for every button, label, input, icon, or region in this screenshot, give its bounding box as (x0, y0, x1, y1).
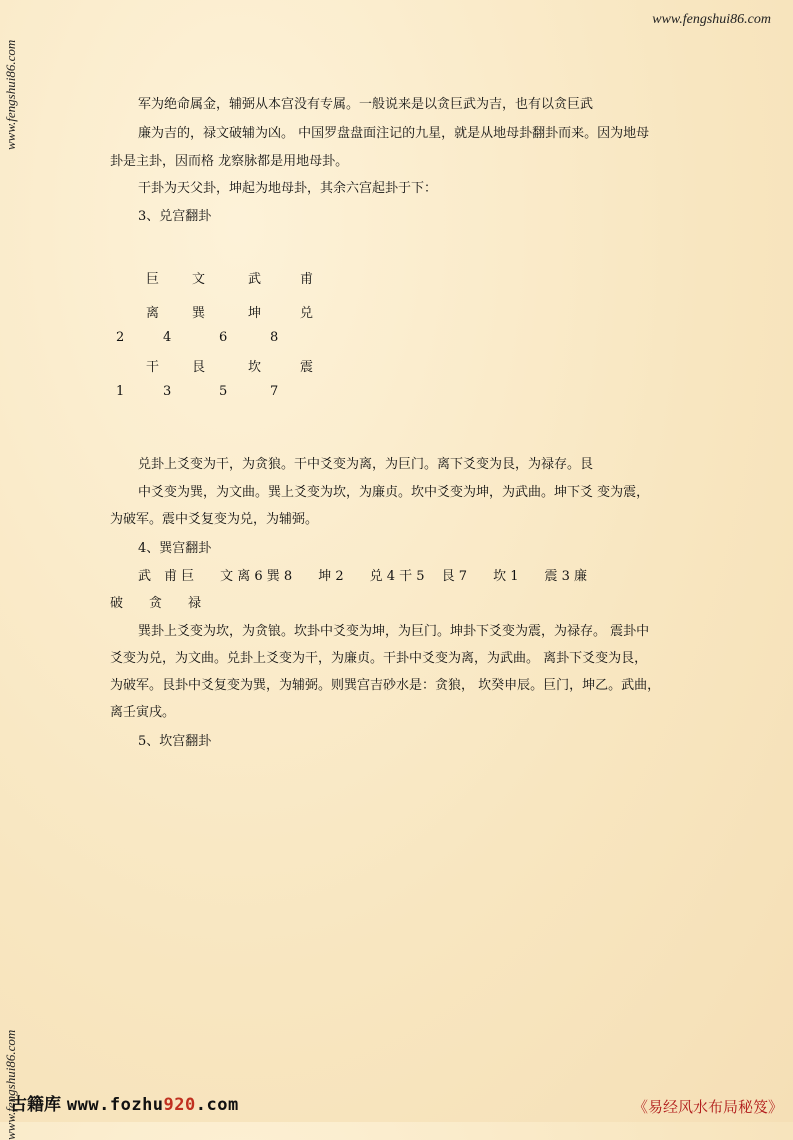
text-line: 破 贪 禄 (110, 596, 202, 611)
grid-cell: 2 (116, 330, 125, 345)
grid-cell: 坤 (248, 306, 262, 321)
footer-site-name: 古籍库 (10, 1095, 61, 1115)
text-line: 3、兑宫翻卦 (138, 209, 212, 224)
text-line: 卦是主卦，因而格 龙察脉都是用地母卦。 (110, 154, 349, 169)
text-line: 5、坎宫翻卦 (138, 734, 212, 749)
text-line: 武 甫 巨 文 离 6 巽 8 坤 2 兑 4 干 5 艮 7 坎 1 震 3 廉 (138, 569, 588, 584)
grid-cell: 5 (219, 384, 228, 399)
text-line: 为破军。震中爻复变为兑，为辅弼。 (110, 512, 319, 527)
grid-cell: 4 (163, 330, 172, 345)
text-line: 廉为吉的，禄文破辅为凶。 中国罗盘盘面注记的九星，就是从地母卦翻卦而来。因为地母 (138, 126, 650, 141)
side-watermark-bottom: www.fengshui86.com (3, 1029, 18, 1140)
text-line: 为破军。艮卦中爻复变为巽，为辅弼。则巽宫吉砂水是：贪狼， 坎癸申辰。巨门，坤乙。武曲， (110, 678, 661, 693)
grid-cell: 兑 (300, 306, 314, 321)
grid-cell: 巨 (146, 272, 160, 287)
grid-cell: 坎 (248, 360, 262, 375)
grid-cell: 武 (248, 272, 262, 287)
grid-cell: 1 (116, 384, 125, 399)
grid-cell: 7 (270, 384, 279, 399)
grid-cell: 8 (270, 330, 279, 345)
footer-url[interactable]: www.fozhu920.com (66, 1095, 239, 1115)
footer-site[interactable] (10, 1090, 239, 1115)
grid-cell: 干 (146, 360, 160, 375)
grid-cell: 3 (163, 384, 172, 399)
grid-cell: 艮 (192, 360, 206, 375)
footer-book-title: 《易经风水布局秘笈》 (632, 1098, 783, 1116)
text-line: 兑卦上爻变为干，为贪狼。干中爻变为离，为巨门。离下爻变为艮，为禄存。艮 (138, 457, 594, 472)
grid-cell: 离 (146, 306, 160, 321)
grid-cell: 甫 (300, 272, 314, 287)
grid-cell: 震 (300, 360, 314, 375)
text-line: 离壬寅戌。 (110, 705, 176, 720)
grid-cell: 巽 (192, 306, 206, 321)
text-line: 干卦为天父卦，坤起为地母卦，其余六宫起卦于下： (138, 181, 438, 196)
text-line: 4、巽宫翻卦 (138, 541, 212, 556)
top-watermark: www.fengshui86.com (652, 12, 771, 27)
side-watermark-top: www.fengshui86.com (3, 39, 18, 150)
text-line: 军为绝命属金，辅弼从本宫没有专属。一般说来是以贪巨武为吉，也有以贪巨武 (138, 97, 594, 112)
grid-cell: 6 (219, 330, 228, 345)
grid-cell: 文 (192, 272, 206, 287)
text-line: 爻变为兑，为文曲。兑卦上爻变为干，为廉贞。干卦中爻变为离，为武曲。 离卦下爻变为艮， (110, 651, 648, 666)
text-line: 巽卦上爻变为坎，为贪锒。坎卦中爻变为坤，为巨门。坤卦下爻变为震，为禄存。 震卦中 (138, 624, 650, 639)
text-line: 中爻变为巽，为文曲。巽上爻变为坎，为廉贞。坎中爻变为坤，为武曲。坤下爻 变为震， (138, 485, 650, 500)
